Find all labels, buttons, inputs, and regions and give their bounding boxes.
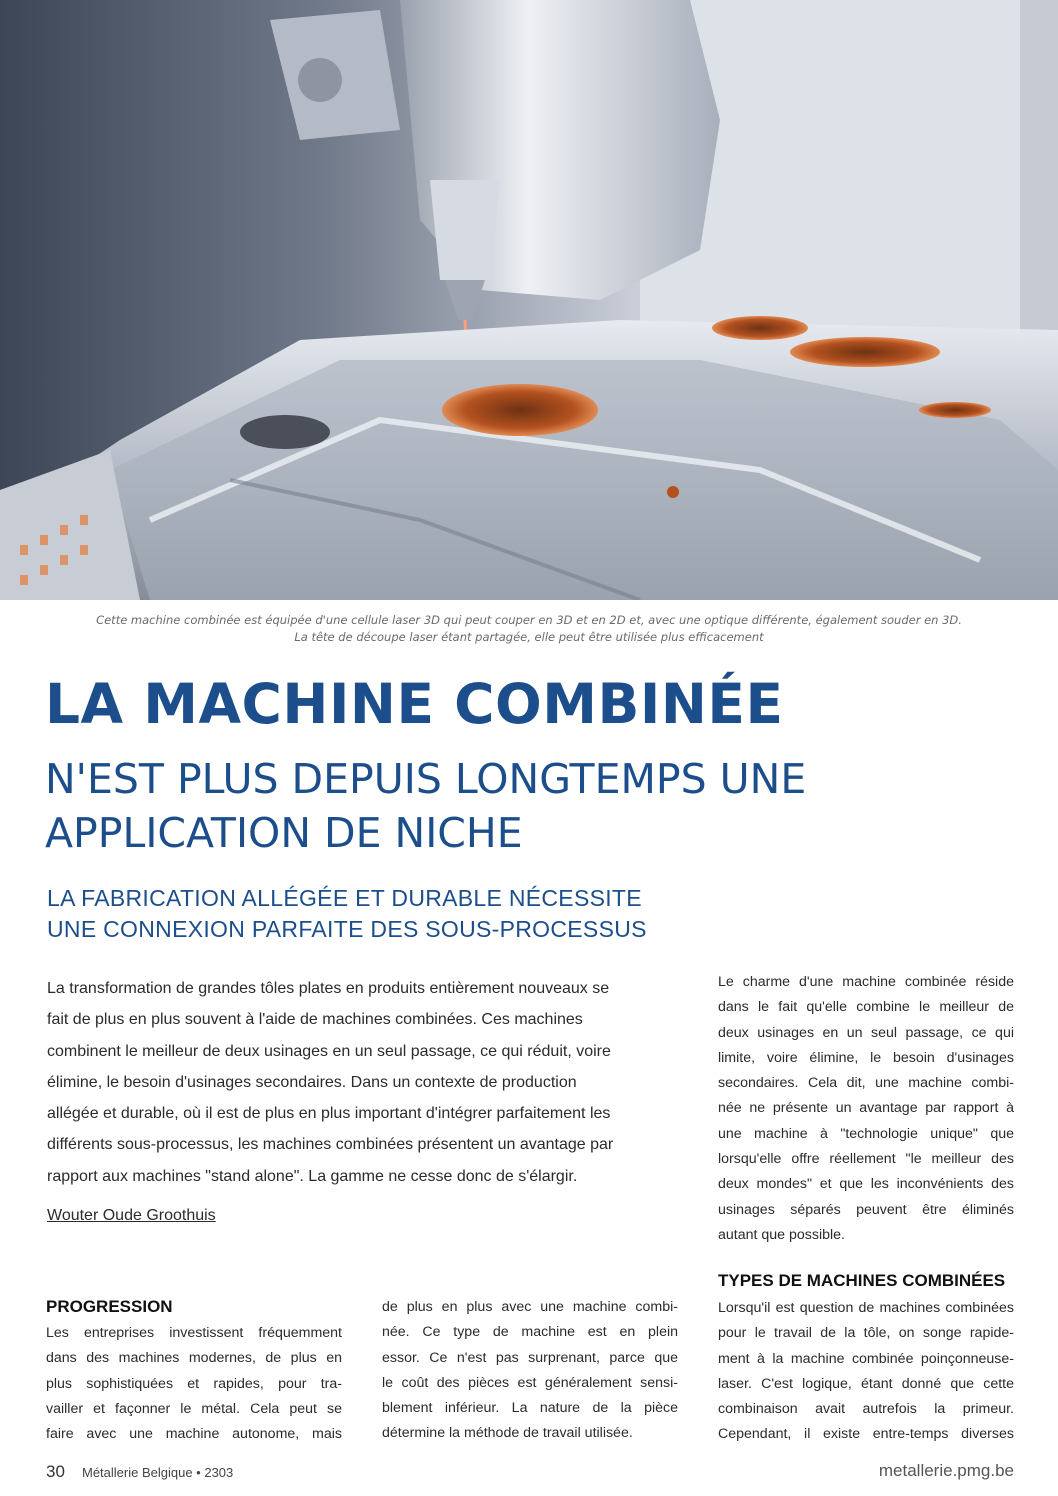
body-line: blement inférieur. La nature de la pièce <box>382 1400 678 1417</box>
body-line: usinages séparés peuvent être éliminés <box>718 1201 1014 1218</box>
body-column-middle <box>382 1295 678 1447</box>
section-heading-types: TYPES DE MACHINES COMBINÉES <box>718 1271 1006 1290</box>
body-line: Le charme d'une machine combinée réside <box>718 974 1014 990</box>
article-subheading-line1: LA FABRICATION ALLÉGÉE ET DURABLE NÉCESSITE <box>47 885 642 911</box>
body-line: née ne présente un avantage par rapport à <box>718 1100 1014 1117</box>
body-line: vailler et façonner le métal. Cela peut se <box>46 1400 342 1417</box>
lead-line: élimine, le besoin d'usinages secondaires. Dans un contexte de production <box>47 1073 577 1091</box>
body-line: pour le travail de la tôle, on songe rapide- <box>718 1325 1014 1342</box>
body-line: laser. C'est logique, étant donné que cette <box>718 1375 1014 1392</box>
body-line: Cependant, il existe entre-temps diverses <box>718 1426 1014 1443</box>
body-line: limite, voire élimine, le besoin d'usinages <box>718 1049 1014 1066</box>
body-line: Lorsqu'il est question de machines combinées <box>718 1300 1014 1316</box>
body-line: essor. Ce n'est pas surprenant, parce que <box>382 1349 678 1366</box>
body-line: faire avec une machine autonome, mais <box>46 1426 342 1443</box>
body-line: autant que possible. <box>718 1226 845 1243</box>
laser-machine-illustration <box>0 0 1058 600</box>
article-title: LA MACHINE COMBINÉE <box>45 672 784 736</box>
lead-line: combinent le meilleur de deux usinages en un seul passage, ce qui réduit, voire <box>47 1042 611 1060</box>
body-line: secondaires. Cela dit, une machine combi- <box>718 1075 1014 1092</box>
author-byline[interactable]: Wouter Oude Groothuis <box>47 1207 216 1224</box>
lead-line: La transformation de grandes tôles plates en produits entièrement nouveaux se <box>47 980 610 997</box>
body-line: lorsqu'elle offre réellement "le meilleur des <box>718 1151 1014 1168</box>
body-line: Les entreprises investissent fréquemment <box>46 1325 342 1341</box>
body-line: le coût des pièces est généralement sensi- <box>382 1374 678 1391</box>
body-line: de plus en plus avec une machine combi- <box>382 1299 678 1315</box>
article-title-sub-line1: N'EST PLUS DEPUIS LONGTEMPS UNE <box>45 755 807 803</box>
body-line: combinaison avait autrefois la primeur. <box>718 1401 1014 1418</box>
hero-image <box>0 0 1058 600</box>
body-line: née. Ce type de machine est en plein <box>382 1324 678 1341</box>
body-line: dans le fait qu'elle combine le meilleur de <box>718 999 1014 1016</box>
body-line: détermine la méthode de travail utilisée. <box>382 1425 633 1442</box>
body-line: deux mondes" et que les inconvénients des <box>718 1176 1014 1193</box>
figure-caption-line1: Cette machine combinée est équipée d'une cellule laser 3D qui peut couper en 3D et en 2D et, avec une optique différente, également souder en 3D. <box>96 613 962 627</box>
body-line: une machine à "technologie unique" que <box>718 1125 1014 1142</box>
body-line: ment à la machine combinée poinçonneuse- <box>718 1350 1014 1367</box>
figure-caption-line2: La tête de découpe laser étant partagée, elle peut être utilisée plus efficacement <box>294 630 764 644</box>
section-heading-progression: PROGRESSION <box>46 1297 173 1316</box>
body-column-right-types <box>718 1296 1014 1448</box>
lead-line: différents sous-processus, les machines combinées présentent un avantage par <box>47 1136 614 1154</box>
body-line: dans des machines modernes, de plus en <box>46 1350 342 1367</box>
publication-url[interactable]: metallerie.pmg.be <box>878 1461 1014 1480</box>
body-column-right <box>718 970 1014 1248</box>
publication-name: Métallerie Belgique • 2303 <box>82 1465 234 1480</box>
page-number: 30 <box>46 1462 65 1481</box>
body-column-left <box>46 1321 342 1447</box>
body-line: deux usinages en un seul passage, ce qui <box>718 1024 1014 1041</box>
article-subheading-line2: UNE CONNEXION PARFAITE DES SOUS-PROCESSUS <box>47 916 647 942</box>
lead-line: rapport aux machines "stand alone". La gamme ne cesse donc de s'élargir. <box>47 1167 578 1185</box>
article-title-sub-line2: APPLICATION DE NICHE <box>45 809 523 857</box>
body-line: plus sophistiquées et rapides, pour tra- <box>46 1375 342 1392</box>
lead-line: fait de plus en plus souvent à l'aide de machines combinées. Ces machines <box>47 1011 583 1029</box>
lead-paragraph <box>47 973 642 1192</box>
lead-line: allégée et durable, où il est de plus en plus important d'intégrer parfaitement les <box>47 1105 611 1123</box>
